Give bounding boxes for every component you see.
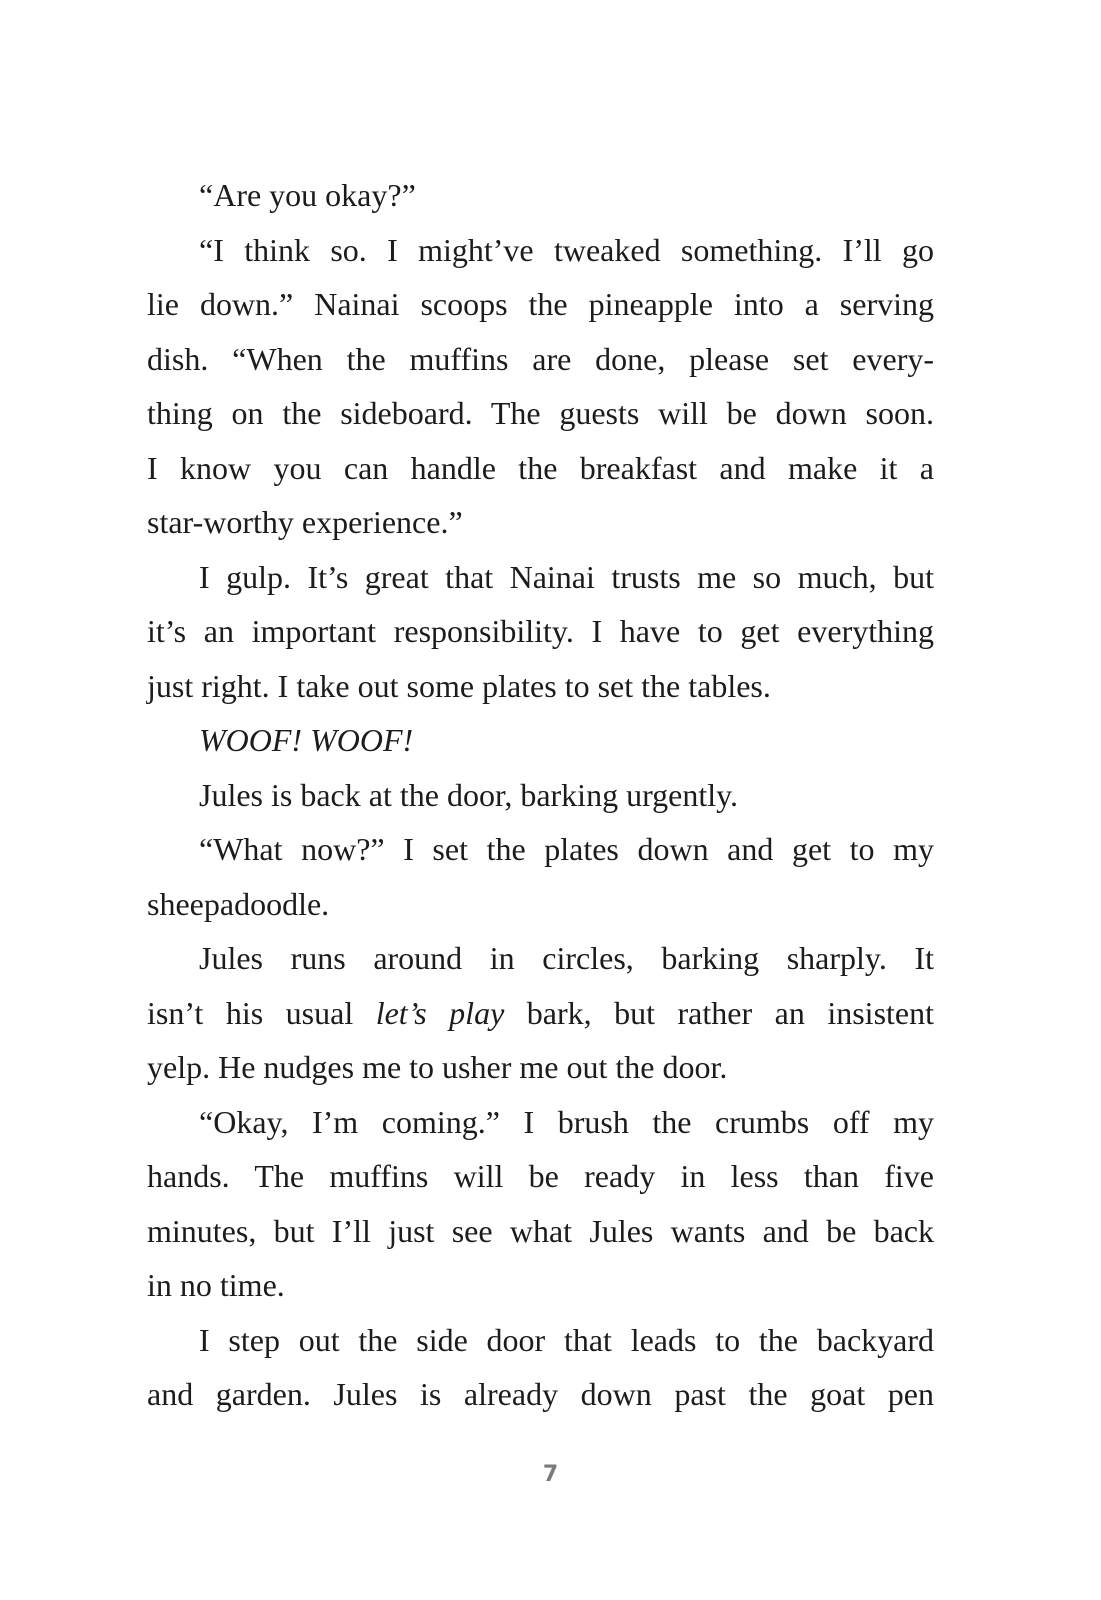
text-segment: isn’t his usual xyxy=(147,994,376,1031)
text-line: “Are you okay?” xyxy=(199,177,416,213)
italic-line: WOOF! WOOF! xyxy=(199,722,414,758)
text-line: Jules is back at the door, barking urgently. xyxy=(199,776,739,813)
text-line: minutes, but I’ll just see what Jules wants and be back xyxy=(147,1212,934,1249)
text-line: I gulp. It’s great that Nainai trusts me so much, but xyxy=(199,558,934,595)
text-line: lie down.” Nainai scoops the pineapple into a serving xyxy=(147,286,934,322)
text-line: I know you can handle the breakfast and make it a xyxy=(147,449,934,486)
text-line xyxy=(147,986,934,1041)
text-line: “Okay, I’m coming.” I brush the crumbs off my xyxy=(199,1103,934,1140)
text-line: yelp. He nudges me to usher me out the door. xyxy=(147,1049,728,1085)
body-text xyxy=(147,168,934,1422)
page-number: 7 xyxy=(542,1462,559,1487)
text-line: Jules runs around in circles, barking sharply. It xyxy=(199,940,934,976)
text-line: just right. I take out some plates to set the tables. xyxy=(147,667,771,704)
text-line: “I think so. I might’ve tweaked something. I’ll go xyxy=(199,231,934,268)
text-line: sheepadoodle. xyxy=(147,885,330,922)
text-line: dish. “When the muffins are done, please set every- xyxy=(147,340,934,377)
text-line: in no time. xyxy=(147,1267,285,1303)
text-line: “What now?” I set the plates down and get to my xyxy=(199,831,934,867)
text-line: thing on the sideboard. The guests will be down soon. xyxy=(147,395,934,431)
text-line: and garden. Jules is already down past the goat pen xyxy=(147,1376,934,1412)
italic-phrase: let’s play xyxy=(375,994,505,1031)
text-line: it’s an important responsibility. I have to get everything xyxy=(147,613,934,649)
text-line: star-worthy experience.” xyxy=(147,504,463,540)
text-segment: bark, but rather an insistent xyxy=(504,994,934,1031)
text-line xyxy=(147,713,934,768)
text-line: hands. The muffins will be ready in less than five xyxy=(147,1158,934,1194)
text-line: I step out the side door that leads to the backyard xyxy=(199,1321,934,1358)
